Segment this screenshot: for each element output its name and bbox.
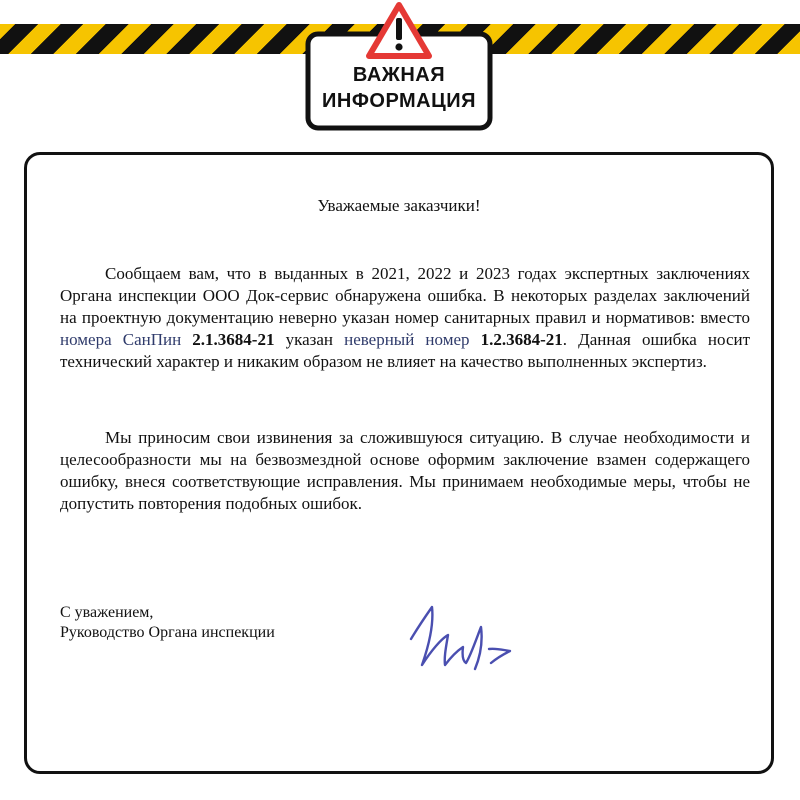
notice-paragraph-apology: Мы приносим свои извинения за сложившуюся ситуацию. В случае необходимости и целесообразности мы на безвозмездной основе оформим заключение взамен содержащего ошибку, внеся соответствующие исправления. Мы принимаем необходимые меры, чтобы не допустить повторения подобных ошибок.: [60, 428, 750, 513]
notice-greeting: Уважаемые заказчики!: [317, 196, 481, 215]
sign-title-line-2: ИНФОРМАЦИЯ: [322, 90, 476, 112]
sign-title-line-1: ВАЖНАЯ: [352, 64, 446, 86]
closing-regards: С уважением,: [60, 604, 154, 621]
exclamation-triangle-icon: [369, 5, 429, 56]
wrong-number-label: неверный номер: [344, 330, 481, 349]
paragraph-text: Сообщаем вам, что в выданных в 2021, 2022 и 2023 годах экспертных заключениях Органа инспекции ООО Док-сервис обнаружена ошибка. В некоторых разделах заключений на проектную документацию неверно указан номер санитарных правил и нормативов: вместо: [60, 264, 750, 327]
correct-code: 2.1.3684-21: [192, 330, 275, 349]
wrong-code: 1.2.3684-21: [480, 330, 563, 349]
notice-card: [24, 152, 774, 774]
handwritten-signature: [405, 597, 525, 677]
paragraph-text: . Данная ошибка носит технический характер и никаким образом не влияет на качество выполненных экспертиз.: [60, 330, 751, 371]
sanpin-label: номера СанПин: [60, 330, 193, 349]
paragraph-text: указан: [274, 330, 345, 349]
notice-paragraph-error: [60, 263, 750, 373]
warning-sign: [304, 0, 494, 132]
closing-signatory: Руководство Органа инспекции: [60, 624, 275, 641]
closing-block: [60, 603, 275, 643]
